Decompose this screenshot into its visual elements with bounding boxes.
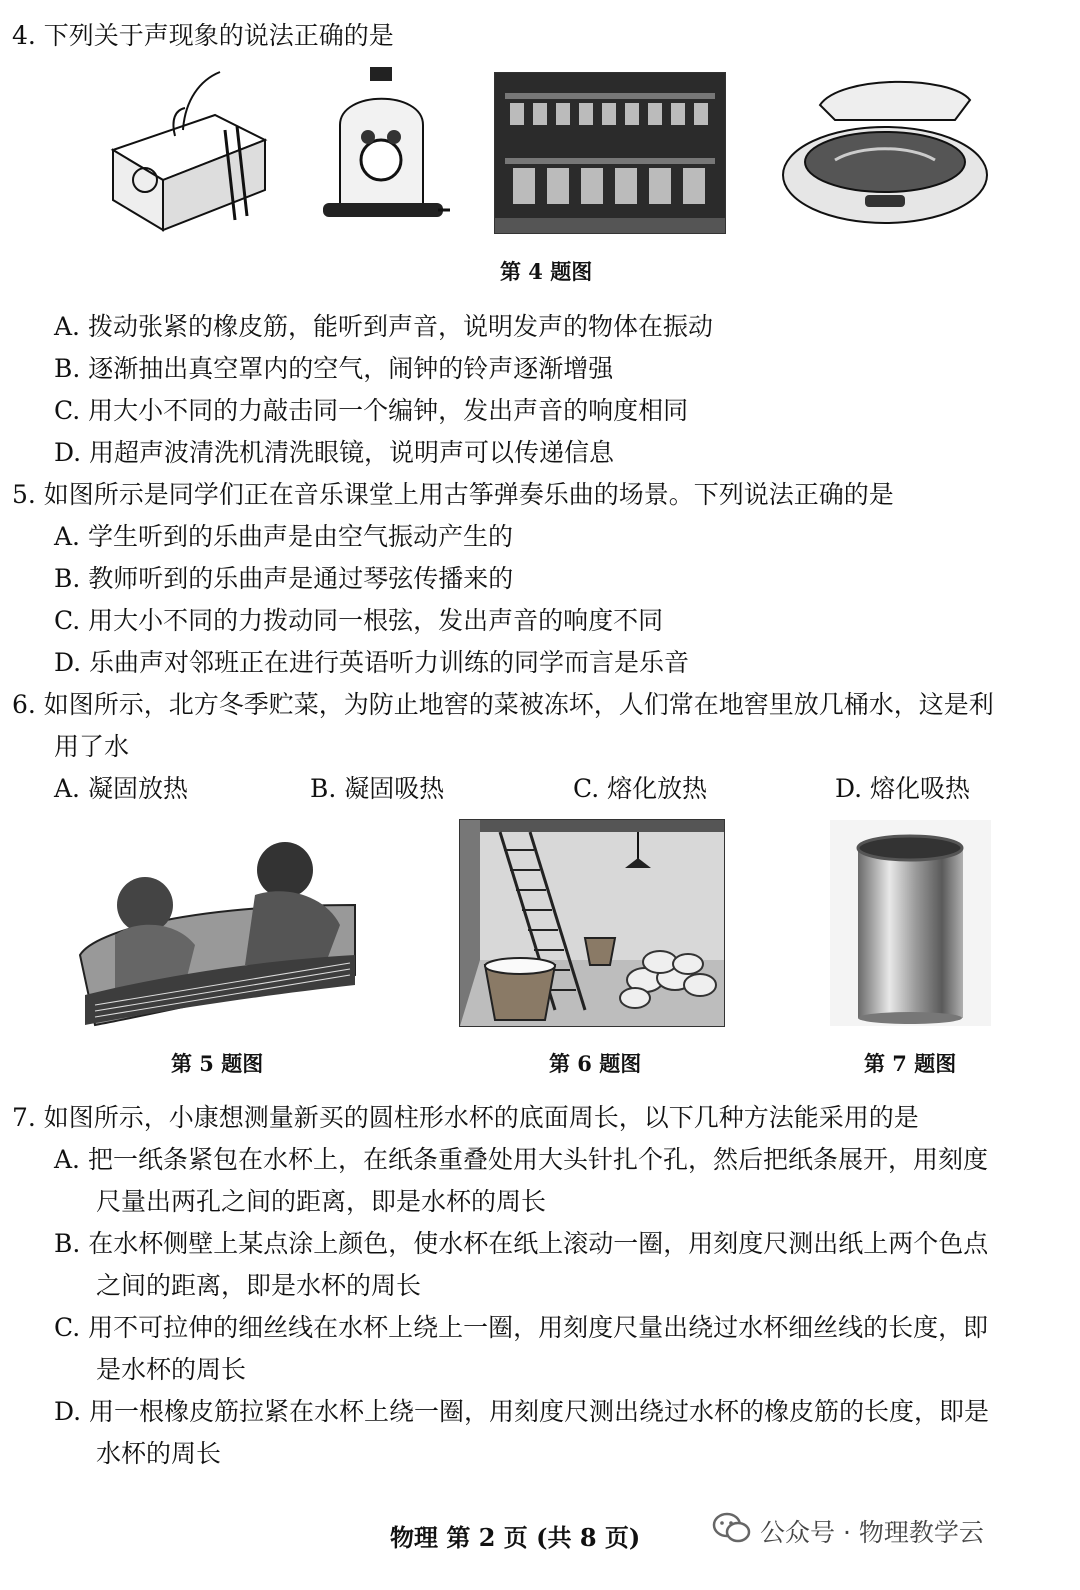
q4-figure-caption: 第 4 题图 — [500, 259, 593, 284]
q5-option-c: C. 用大小不同的力拨动同一根弦，发出声音的响度不同 — [54, 606, 664, 635]
q7-option-a-line2: 尺量出两孔之间的距离，即是水杯的周长 — [96, 1187, 547, 1216]
q4-option-c: C. 用大小不同的力敲击同一个编钟，发出声音的响度相同 — [54, 396, 689, 425]
q7-option-c-line1: C. 用不可拉伸的细丝线在水杯上绕上一圈，用刻度尺量出绕过水杯细丝线的长度，即 — [54, 1313, 989, 1342]
q6-option-a: A. 凝固放热 — [54, 774, 188, 803]
q4-option-b: B. 逐渐抽出真空罩内的空气，闹钟的铃声逐渐增强 — [54, 354, 614, 383]
q7-stem: 7. 如图所示，小康想测量新买的圆柱形水杯的底面周长，以下几种方法能采用的是 — [12, 1103, 919, 1132]
q6-option-d: D. 熔化吸热 — [835, 774, 971, 803]
rubber-band-box-figure — [105, 70, 270, 235]
q4-option-d: D. 用超声波清洗机清洗眼镜，说明声可以传递信息 — [54, 438, 615, 467]
q7-option-d-line2: 水杯的周长 — [96, 1439, 222, 1468]
q7-option-b-line2: 之间的距离，即是水杯的周长 — [96, 1271, 422, 1300]
bianzhong-bells-photo — [494, 72, 726, 234]
q7-option-d-line1: D. 用一根橡皮筋拉紧在水杯上绕一圈，用刻度尺测出绕过水杯的橡皮筋的长度，即是 — [54, 1397, 990, 1426]
q7-option-c-line2: 是水杯的周长 — [96, 1355, 247, 1384]
watermark-text: 公众号 · 物理教学云 — [760, 1518, 984, 1547]
q5-figure-caption: 第 5 题图 — [171, 1051, 264, 1076]
page-footer: 物理 第 2 页 (共 8 页) — [390, 1523, 641, 1552]
cylindrical-cup-photo — [828, 818, 993, 1028]
guzheng-classroom-photo — [75, 835, 360, 1030]
q7-option-b-line1: B. 在水杯侧壁上某点涂上颜色，使水杯在纸上滚动一圈，用刻度尺测出纸上两个色点 — [54, 1229, 989, 1258]
cellar-scene-figure — [459, 819, 725, 1027]
q5-stem: 5. 如图所示是同学们正在音乐课堂上用古筝弹奏乐曲的场景。下列说法正确的是 — [12, 480, 894, 509]
q6-option-c: C. 熔化放热 — [573, 774, 708, 803]
q6-stem-line2: 用了水 — [54, 732, 130, 761]
q5-option-a: A. 学生听到的乐曲声是由空气振动产生的 — [54, 522, 513, 551]
vacuum-bell-jar-figure — [318, 65, 453, 225]
wechat-icon — [712, 1510, 752, 1546]
q4-option-a: A. 拨动张紧的橡皮筋，能听到声音，说明发声的物体在振动 — [54, 312, 713, 341]
q5-option-b: B. 教师听到的乐曲声是通过琴弦传播来的 — [54, 564, 514, 593]
q5-option-d: D. 乐曲声对邻班正在进行英语听力训练的同学而言是乐音 — [54, 648, 690, 677]
q4-stem: 4. 下列关于声现象的说法正确的是 — [12, 21, 394, 50]
q6-stem-line1: 6. 如图所示，北方冬季贮菜，为防止地窖的菜被冻坏，人们常在地窖里放几桶水，这是利 — [12, 690, 994, 719]
ultrasonic-cleaner-figure — [780, 70, 995, 230]
q6-option-b: B. 凝固吸热 — [310, 774, 445, 803]
q7-figure-caption: 第 7 题图 — [864, 1051, 957, 1076]
q6-figure-caption: 第 6 题图 — [549, 1051, 642, 1076]
q7-option-a-line1: A. 把一纸条紧包在水杯上，在纸条重叠处用大头针扎个孔，然后把纸条展开，用刻度 — [54, 1145, 988, 1174]
